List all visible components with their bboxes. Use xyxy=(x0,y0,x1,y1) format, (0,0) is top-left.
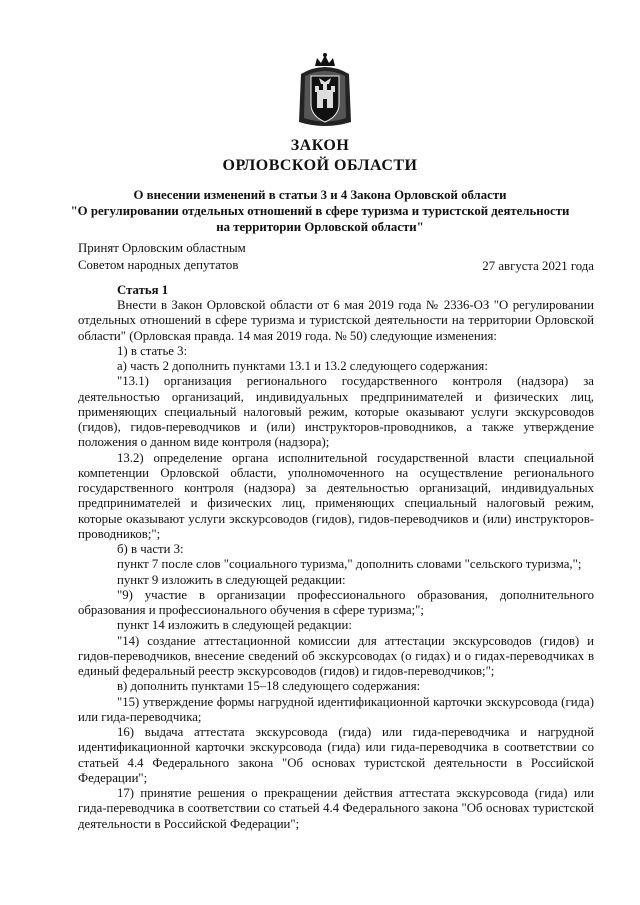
paragraph: в) дополнить пунктами 15–18 следующего содержания: xyxy=(117,679,421,694)
article-title: Статья 1 xyxy=(117,283,169,297)
paragraph: "13.1) организация регионального государственного контроля (надзора) за деятельностью организаций, индивидуальных предпринимателей и физических лиц, применяющих специальный налоговый режим, которые оказывают услуги экскурсоводов (гидов), гидов-переводчиков и (или) инструкторов-проводников, а также утверждение положения о данном виде контроля (надзора); xyxy=(78,374,594,450)
paragraph: 1) в статье 3: xyxy=(117,343,188,358)
paragraph: Внести в Закон Орловской области от 6 мая 2019 года № 2336-ОЗ "О регулировании отдельных отношений в сфере туризма и туристской деятельности на территории Орловской области" (Орловская правда. 14 мая 2019 года. № 50) следующие изменения: xyxy=(78,298,594,343)
subtitle-line: на территории Орловской области" xyxy=(216,220,424,234)
adoption-line: Советом народных депутатов xyxy=(78,258,239,272)
paragraph: б) в части 3: xyxy=(117,542,184,556)
subtitle-line: "О регулировании отдельных отношений в сфере туризма и туристской деятельности xyxy=(70,204,570,218)
paragraph: а) часть 2 дополнить пунктами 13.1 и 13.2 следующего содержания: xyxy=(117,359,488,373)
subtitle-line: О внесении изменений в статьи 3 и 4 Закона Орловской области xyxy=(133,188,507,202)
paragraph: "15) утверждение формы нагрудной идентификационной карточки экскурсовода (гида) или гида-переводчика; xyxy=(78,694,594,724)
paragraph: 16) выдача аттестата экскурсовода (гида) или гида-переводчика и нагрудной идентификационной карточки экскурсовода (гида) или гида-переводчика в соответствии со статьей 4.4 Федерального закона "Об основах туристской деятельности в Российской Федерации"; xyxy=(78,725,594,785)
adoption-block xyxy=(78,240,246,274)
adoption-line: Принят Орловским областным xyxy=(78,241,246,255)
adoption-date: 27 августа 2021 года xyxy=(482,259,594,273)
paragraph: пункт 9 изложить в следующей редакции: xyxy=(117,572,346,587)
paragraph: пункт 14 изложить в следующей редакции: xyxy=(117,618,352,633)
paragraph: пункт 7 после слов "социального туризма," дополнить словами "сельского туризма,"; xyxy=(117,557,582,572)
law-subtitle xyxy=(60,187,580,235)
coat-of-arms-icon xyxy=(295,52,355,130)
law-region-title: ОРЛОВСКОЙ ОБЛАСТИ xyxy=(222,157,418,174)
paragraph: 17) принятие решения о прекращении действия аттестата экскурсовода (гида) или гида-переводчика в соответствии со статьей 4.4 Федерального закона "Об основах туристской деятельности в Российской Федерации"; xyxy=(78,786,594,831)
law-title: ЗАКОН xyxy=(290,137,350,154)
paragraph: 13.2) определение органа исполнительной государственной власти специальной компетенции Орловской области, уполномоченного на осуществление регионального государственного контроля (надзора) за деятельностью организаций, индивидуальных предпринимателей и физических лиц, применяющих специальный налоговый режим, которые оказывают услуги экскурсоводов (гидов), гидов-переводчиков и (или) инструкторов-проводников;"; xyxy=(78,450,594,541)
paragraph: "14) создание аттестационной комиссии для аттестации экскурсоводов (гидов) и гидов-переводчиков, внесение сведений об экскурсоводах (о гидах) и о гидах-переводчиках в единый федеральный реестр экскурсоводов (гидов) и гидов-переводчиков;"; xyxy=(78,633,594,678)
paragraph: "9) участие в организации профессионального образования, дополнительного образования и профессионального обучения в сфере туризма;"; xyxy=(78,587,594,617)
article-body xyxy=(78,298,594,832)
